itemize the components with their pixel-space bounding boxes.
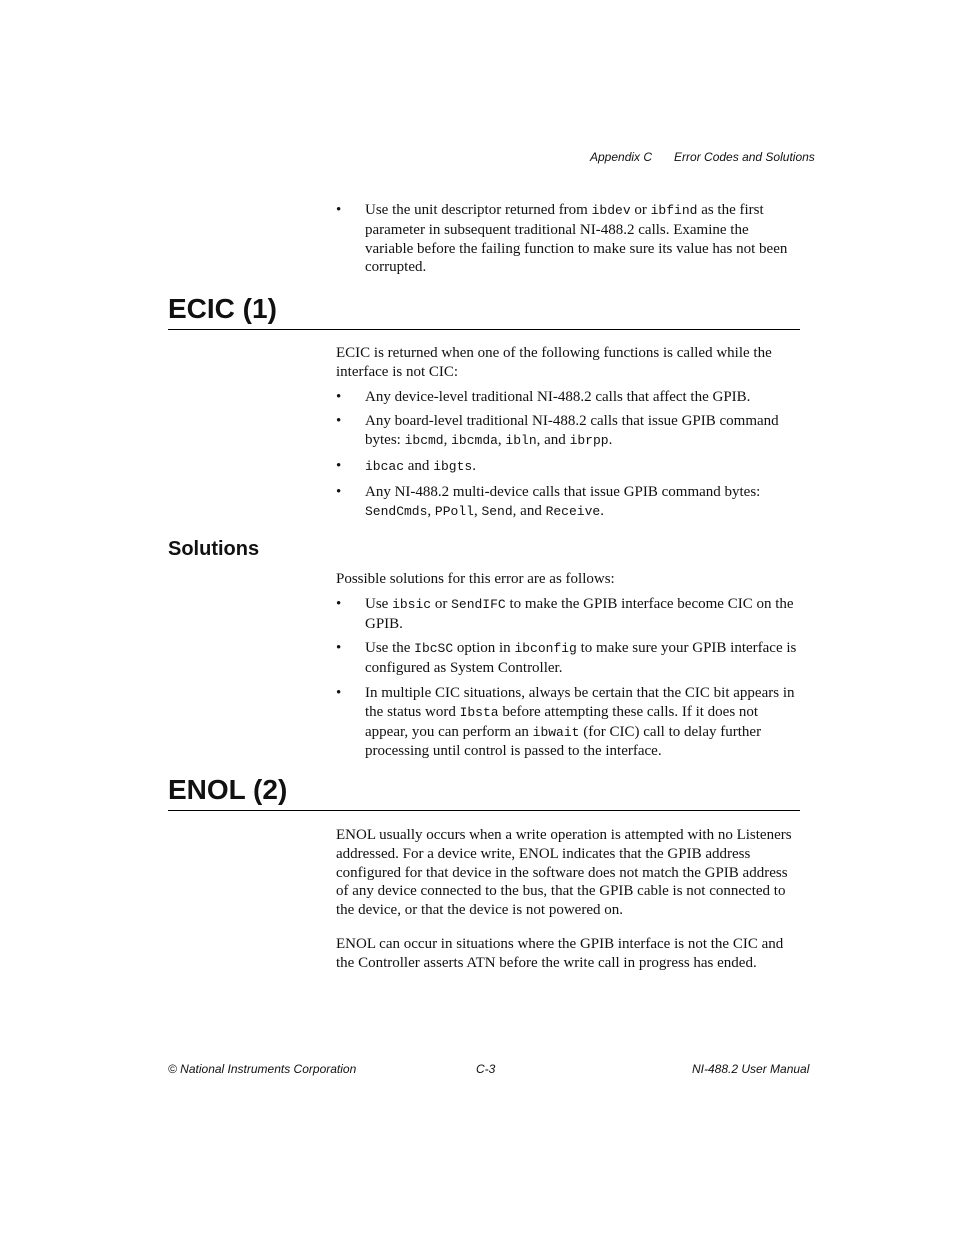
- list-item: [336, 483, 800, 522]
- header-appendix: Appendix C: [590, 150, 653, 164]
- footer-manual-title: NI-488.2 User Manual: [692, 1062, 810, 1076]
- body-text: to make the GPIB interface become CIC on the GPIB.: [365, 595, 794, 632]
- list-item: [336, 639, 800, 678]
- body-text: .: [600, 502, 604, 519]
- body-text: Use the unit descriptor returned from: [365, 202, 592, 218]
- list-item: [336, 595, 800, 634]
- body-text: as the first parameter in subsequent traditional NI-488.2 calls. Examine the variable before the failing function to make sure its value has not been corrupted.: [365, 202, 788, 276]
- body-text: or: [630, 202, 651, 218]
- code-text: SendIFC: [451, 596, 506, 612]
- body-text: before attempting these calls. If it does not appear, you can perform an: [365, 703, 759, 740]
- code-text: ibconfig: [514, 641, 577, 657]
- footer-copyright: © National Instruments Corporation: [168, 1062, 357, 1076]
- code-text: SendCmds: [365, 503, 428, 519]
- code-text: Receive: [545, 503, 601, 519]
- code-text: ibrpp: [569, 433, 609, 449]
- body-text: ,: [443, 432, 452, 449]
- code-text: PPoll: [434, 503, 474, 519]
- code-text: ibsic: [392, 596, 432, 612]
- list-item: [336, 684, 800, 761]
- body-text: ,: [497, 432, 506, 449]
- body-text: , and: [512, 502, 546, 519]
- code-text: ibwait: [532, 724, 580, 740]
- solutions-list: [336, 595, 800, 761]
- body-text: ,: [427, 502, 435, 519]
- body-text: Any NI-488.2 multi-device calls that issue GPIB command bytes:: [365, 483, 761, 500]
- body-text: option in: [453, 640, 515, 657]
- section-title-enol: ENOL (2): [168, 773, 800, 811]
- list-item: [336, 388, 800, 407]
- footer-page-number: C-3: [476, 1062, 496, 1076]
- ecic-list: [336, 388, 800, 522]
- body-text: .: [608, 432, 613, 449]
- body-text: Any device-level traditional NI-488.2 calls that affect the GPIB.: [365, 388, 751, 405]
- enol-paragraph-2: ENOL can occur in situations where the GPIB interface is not the CIC and the Controller asserts ATN before the write call in progress has ended.: [336, 935, 784, 971]
- solutions-paragraph: Possible solutions for this error are as follows:: [336, 571, 615, 587]
- body-text: and: [404, 457, 434, 474]
- body-text: or: [431, 595, 452, 612]
- list-item: [336, 457, 800, 477]
- running-header: [590, 150, 815, 164]
- list-item: [336, 412, 800, 451]
- body-text: (for CIC) call to delay further processing until control is passed to the interface.: [365, 723, 762, 760]
- body-text: .: [472, 457, 476, 474]
- ecic-section: [336, 344, 800, 521]
- code-text: ibcmda: [451, 433, 498, 449]
- ecic-paragraph: ECIC is returned when one of the following functions is called while the interface is not CIC:: [336, 345, 772, 380]
- body-text: Use: [365, 595, 393, 612]
- code-text: ibcac: [365, 458, 405, 474]
- body-text: Any board-level traditional NI-488.2 calls that issue GPIB command bytes:: [365, 413, 779, 449]
- code-text: ibfind: [650, 203, 698, 218]
- body-text: Use the: [365, 640, 415, 657]
- enol-paragraph-1: ENOL usually occurs when a write operation is attempted with no Listeners addressed. For a device write, ENOL indicates that the GPIB address configured for that device in the software does not match the GPIB address of any device connected to the bus, that the GPIB cable is not connected to the device, or that the device is not powered on.: [336, 827, 792, 919]
- solutions-section: [336, 570, 800, 761]
- code-text: ibgts: [433, 458, 473, 474]
- code-text: Send: [481, 503, 513, 519]
- list-item: [336, 201, 800, 277]
- header-chapter: Error Codes and Solutions: [674, 150, 815, 164]
- enol-section: [336, 826, 800, 973]
- code-text: ibcmd: [404, 433, 444, 449]
- body-text: , and: [536, 432, 570, 449]
- body-text: ,: [473, 502, 482, 519]
- section-title-ecic: ECIC (1): [168, 292, 800, 330]
- code-text: Ibsta: [459, 704, 499, 720]
- subsection-title-solutions: Solutions: [168, 538, 260, 560]
- code-text: ibdev: [591, 203, 631, 218]
- code-text: ibln: [505, 433, 537, 449]
- body-text: to make sure your GPIB interface is configured as System Controller.: [365, 640, 797, 677]
- code-text: IbcSC: [414, 641, 454, 657]
- body-text: In multiple CIC situations, always be certain that the CIC bit appears in the status word: [365, 684, 795, 720]
- intro-section: [336, 201, 800, 277]
